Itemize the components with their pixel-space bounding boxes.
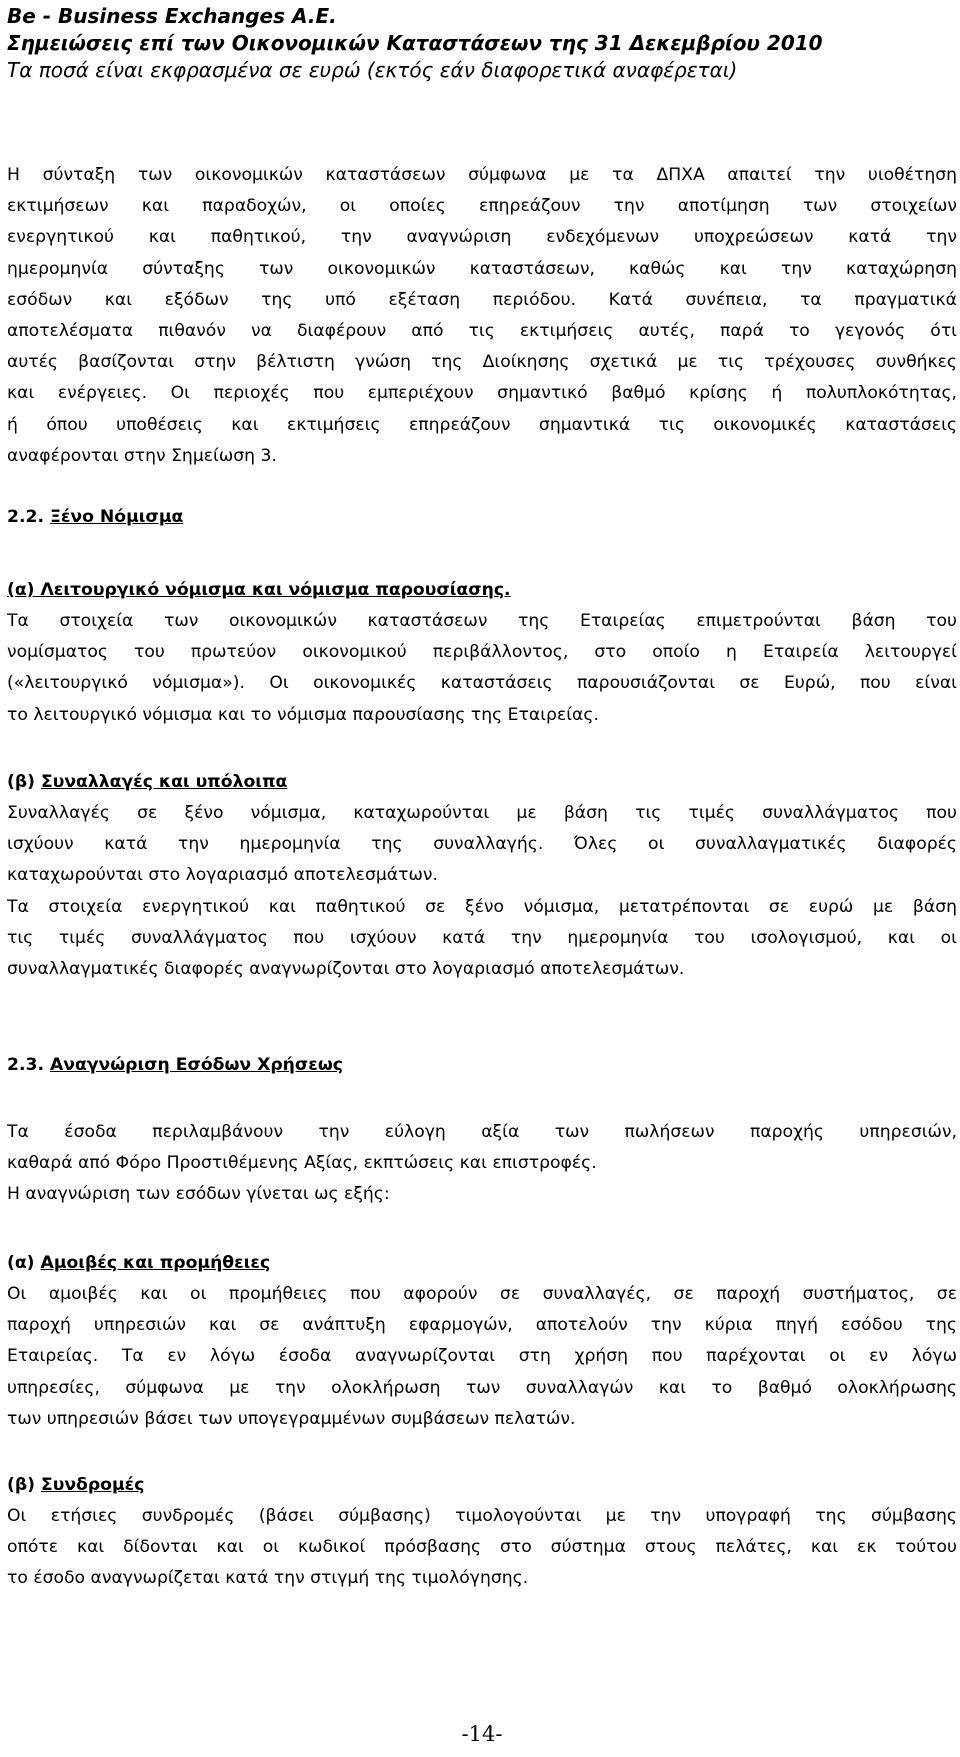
section-heading-2-3 xyxy=(7,1055,343,1075)
company-name: Be - Business Exchanges A.E. xyxy=(7,4,337,28)
intro-paragraph xyxy=(7,160,957,472)
paragraph-line: ημερομηνία σύνταξης των οικονομικών καταστάσεων, καθώς και την καταχώρηση xyxy=(7,258,957,279)
section-title: Αναγνώριση Εσόδων Χρήσεως xyxy=(49,1055,343,1075)
functional-currency-paragraph xyxy=(7,606,957,731)
paragraph-line: ή όπου υποθέσεις και εκτιμήσεις επηρεάζουν σημαντικά τις οικονομικές καταστάσεις xyxy=(7,414,957,435)
section-number: 2.2. xyxy=(7,507,44,527)
paragraph-line: νομίσματος του πρωτεύον οικονομικού περιβάλλοντος, στο οποίο η Εταιρεία λειτουργεί xyxy=(7,642,957,663)
notes-title: Σημειώσεις επί των Οικονομικών Καταστάσεων της 31 Δεκεμβρίου 2010 xyxy=(7,31,823,55)
paragraph-line: τις τιμές συναλλάγματος που ισχύουν κατά την ημερομηνία του ισολογισμού, και οι xyxy=(7,927,957,948)
paragraph-line: το έσοδο αναγνωρίζεται κατά την στιγμή της τιμολόγησης. xyxy=(7,1568,529,1589)
paragraph-line: Τα στοιχεία των οικονομικών καταστάσεων της Εταιρείας επιμετρούνται βάση του xyxy=(7,611,957,631)
paragraph-line: αναφέρονται στην Σημείωση 3. xyxy=(7,445,277,466)
paragraph-line: εσόδων και εξόδων της υπό εξέταση περιόδου. Κατά συνέπεια, τα πραγματικά xyxy=(7,289,957,310)
paragraph-line: αποτελέσματα πιθανόν να διαφέρουν από τις εκτιμήσεις αυτές, παρά το γεγονός ότι xyxy=(7,320,957,341)
paragraph-line: αυτές βασίζονται στην βέλτιστη γνώση της Διοίκησης σχετικά με τις τρέχουσες συνθήκες xyxy=(7,352,957,373)
paragraph-line: Εταιρείας. Τα εν λόγω έσοδα αναγνωρίζονται στη χρήση που παρέχονται οι εν λόγω xyxy=(7,1346,957,1367)
paragraph-line: καθαρά από Φόρο Προστιθέμενης Αξίας, εκπτώσεις και επιστροφές. xyxy=(7,1153,597,1174)
paragraph-line: Τα έσοδα περιλαμβάνουν την εύλογη αξία των πωλήσεων παροχής υπηρεσιών, xyxy=(7,1122,957,1142)
subsection-heading-fees: (α) Αμοιβές και προμήθειες xyxy=(7,1253,271,1273)
paragraph-line: Η σύνταξη των οικονομικών καταστάσεων σύμφωνα με τα ΔΠΧΑ απαιτεί την υιοθέτηση xyxy=(7,165,957,185)
subsection-heading-subscriptions: (β) Συνδρομές xyxy=(7,1475,145,1495)
paragraph-line: Οι ετήσιες συνδρομές (βάσει σύμβασης) τιμολογούνται με την υπογραφή της σύμβασης xyxy=(7,1506,957,1526)
currency-note: Τα ποσά είναι εκφρασμένα σε ευρώ (εκτός εάν διαφορετικά αναφέρεται) xyxy=(7,58,738,82)
subsection-heading-functional-currency: (α) Λειτουργικό νόμισμα και νόμισμα παρουσίασης. xyxy=(7,580,511,600)
paragraph-line: συναλλαγματικές διαφορές αναγνωρίζονται στο λογαριασμό αποτελεσμάτων. xyxy=(7,958,685,979)
fees-paragraph xyxy=(7,1279,957,1435)
paragraph-line: Οι αμοιβές και οι προμήθειες που αφορούν σε συναλλαγές, σε παροχή συστήματος, σε xyxy=(7,1284,957,1304)
paragraph-line: («λειτουργικό νόμισμα»). Οι οικονομικές καταστάσεις παρουσιάζονται σε Ευρώ, που είναι xyxy=(7,673,957,694)
section-title: Ξένο Νόμισμα xyxy=(49,507,184,527)
section-number: 2.3. xyxy=(7,1055,44,1075)
subscriptions-paragraph xyxy=(7,1501,957,1595)
paragraph-line: Η αναγνώριση των εσόδων γίνεται ως εξής: xyxy=(7,1184,390,1205)
paragraph-line: καταχωρούνται στο λογαριασμό αποτελεσμάτων. xyxy=(7,865,438,886)
paragraph-line: εκτιμήσεων και παραδοχών, οι οποίες επηρεάζουν την αποτίμηση των στοιχείων xyxy=(7,196,957,217)
paragraph-line: οπότε και δίδονται και οι κωδικοί πρόσβασης στο σύστημα στους πελάτες, και εκ τούτου xyxy=(7,1537,957,1558)
paragraph-line: ενεργητικού και παθητικού, την αναγνώριση ενδεχόμενων υποχρεώσεων κατά την xyxy=(7,227,957,248)
document-page xyxy=(7,0,957,1757)
document-header xyxy=(7,3,823,84)
revenue-intro-paragraph xyxy=(7,1117,957,1211)
page-number: -14- xyxy=(461,1722,503,1746)
paragraph-line: ισχύουν κατά την ημερομηνία της συναλλαγής. Όλες οι συναλλαγματικές διαφορές xyxy=(7,834,957,855)
paragraph-line: Τα στοιχεία ενεργητικού και παθητικού σε ξένο νόμισμα, μετατρέπονται σε ευρώ με βάση xyxy=(7,896,957,917)
paragraph-line: Συναλλαγές σε ξένο νόμισμα, καταχωρούνται με βάση τις τιμές συναλλάγματος που xyxy=(7,803,957,823)
paragraph-line: υπηρεσίες, σύμφωνα με την ολοκλήρωση των συναλλαγών και το βαθμό ολοκλήρωσης xyxy=(7,1377,957,1398)
paragraph-line: και ενέργειες. Οι περιοχές που εμπεριέχουν σημαντικό βαθμό κρίσης ή πολυπλοκότητας, xyxy=(7,383,957,404)
transactions-paragraph xyxy=(7,798,957,985)
paragraph-line: παροχή υπηρεσιών και σε ανάπτυξη εφαρμογών, αποτελούν την κύρια πηγή εσόδου της xyxy=(7,1315,957,1336)
paragraph-line: το λειτουργικό νόμισμα και το νόμισμα παρουσίασης της Εταιρείας. xyxy=(7,704,599,725)
section-heading-2-2 xyxy=(7,507,183,527)
subsection-heading-transactions: (β) Συναλλαγές και υπόλοιπα xyxy=(7,772,288,792)
paragraph-line: των υπηρεσιών βάσει των υπογεγραμμένων συμβάσεων πελατών. xyxy=(7,1408,576,1429)
